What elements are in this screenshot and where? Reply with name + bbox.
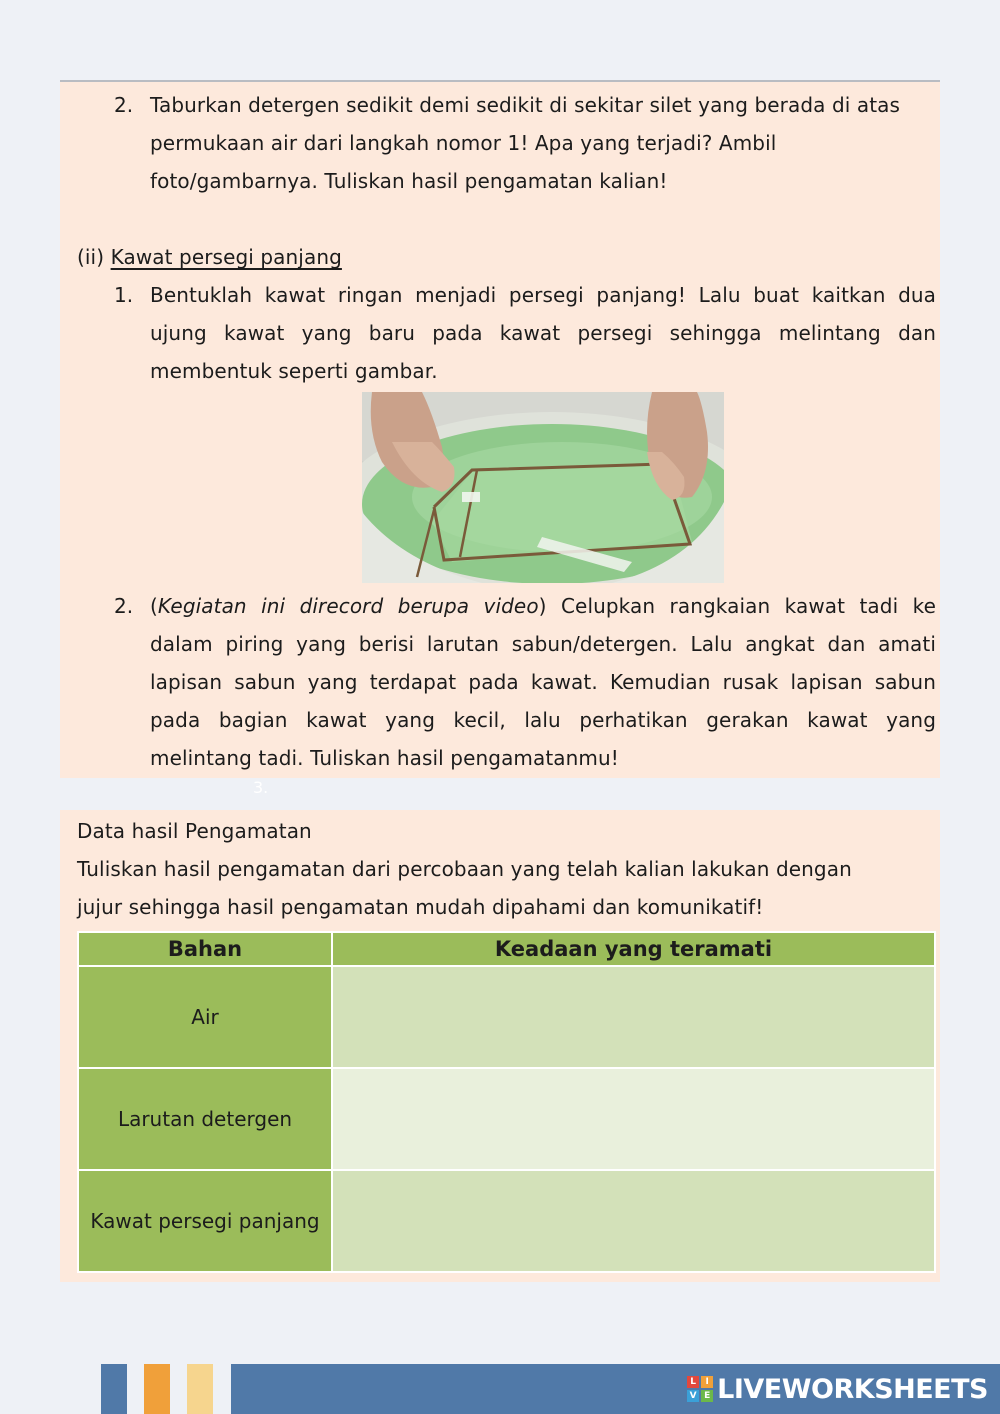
- step-text-line: (Kegiatan ini direcord berupa video) Celupkan rangkaian kawat tadi ke: [150, 594, 936, 618]
- step-text-line: foto/gambarnya. Tuliskan hasil pengamatan kalian!: [150, 169, 668, 193]
- keadaan-answer-field[interactable]: [332, 966, 935, 1068]
- subheading-prefix: (ii): [77, 245, 105, 269]
- bahan-cell: Kawat persegi panjang: [78, 1170, 332, 1272]
- footer-stripe-yellow: [187, 1364, 213, 1414]
- step-text-line: Taburkan detergen sedikit demi sedikit di sekitar silet yang berada di atas: [150, 93, 901, 117]
- subheading-title: Kawat persegi panjang: [110, 245, 342, 269]
- table-row: [78, 966, 935, 1068]
- step-number: 2.: [114, 93, 134, 117]
- italic-note: Kegiatan ini direcord berupa video: [157, 594, 539, 618]
- observation-table: [77, 931, 936, 1273]
- column-header-bahan: Bahan: [78, 932, 332, 966]
- footer-stripe-blue: [101, 1364, 127, 1414]
- logo-text: LIVEWORKSHEETS: [717, 1373, 988, 1405]
- keadaan-answer-field[interactable]: [332, 1170, 935, 1272]
- stray-number: 3.: [253, 778, 269, 797]
- instruction-line: jujur sehingga hasil pengamatan mudah dipahami dan komunikatif!: [77, 895, 764, 919]
- step-text-line: dalam piring yang berisi larutan sabun/detergen. Lalu angkat dan amati: [150, 632, 936, 656]
- subheading: [77, 238, 342, 276]
- footer-bar: [0, 1364, 1000, 1414]
- step-text-line: membentuk seperti gambar.: [150, 359, 438, 383]
- step-number: 2.: [114, 594, 134, 618]
- experiment-photo: [362, 392, 724, 583]
- step-text-line: ujung kawat yang baru pada kawat persegi sehingga melintang dan: [150, 321, 936, 345]
- activity-panel: [60, 80, 940, 778]
- step-text-line: permukaan air dari langkah nomor 1! Apa yang terjadi? Ambil: [150, 131, 777, 155]
- wire-frame-in-bowl-illustration: [362, 392, 724, 583]
- section-heading: Data hasil Pengamatan: [77, 819, 312, 843]
- step-text-line: pada bagian kawat yang kecil, lalu perhatikan gerakan kawat yang: [150, 708, 936, 732]
- instruction-line: Tuliskan hasil pengamatan dari percobaan yang telah kalian lakukan dengan: [77, 857, 852, 881]
- table-header-row: [78, 932, 935, 966]
- bahan-cell: Larutan detergen: [78, 1068, 332, 1170]
- table-row: [78, 1068, 935, 1170]
- step-number: 1.: [114, 283, 134, 307]
- step-text-line: lapisan sabun yang terdapat pada kawat. Kemudian rusak lapisan sabun: [150, 670, 936, 694]
- footer-stripe-orange: [144, 1364, 170, 1414]
- keadaan-answer-field[interactable]: [332, 1068, 935, 1170]
- step-text-rest: Celupkan rangkaian kawat tadi ke: [560, 594, 936, 618]
- table-row: [78, 1170, 935, 1272]
- step-text-line: Bentuklah kawat ringan menjadi persegi panjang! Lalu buat kaitkan dua: [150, 283, 936, 307]
- observation-panel: [60, 810, 940, 1282]
- logo-grid-icon: L I V E: [687, 1376, 713, 1402]
- column-header-keadaan: Keadaan yang teramati: [332, 932, 935, 966]
- bahan-cell: Air: [78, 966, 332, 1068]
- liveworksheets-logo[interactable]: [687, 1372, 988, 1406]
- step-text-line: melintang tadi. Tuliskan hasil pengamatanmu!: [150, 746, 619, 770]
